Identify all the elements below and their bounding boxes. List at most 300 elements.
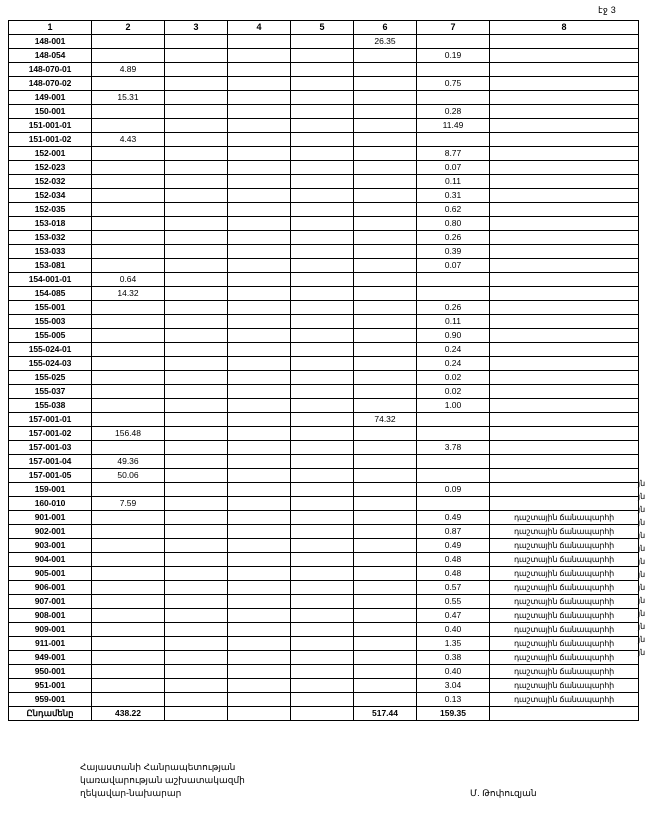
- table-row: [9, 189, 639, 203]
- row-value-2: [92, 441, 165, 455]
- row-note: դաշտային ճանապարհի: [490, 539, 639, 553]
- table-row: [9, 525, 639, 539]
- row-value-2: 4.89: [92, 63, 165, 77]
- row-value-4: [228, 273, 291, 287]
- row-value-6: [354, 539, 417, 553]
- row-note: դաշտային ճանապարհի: [490, 567, 639, 581]
- row-note: դաշտային ճանապարհի: [490, 553, 639, 567]
- row-value-3: [165, 469, 228, 483]
- overflow-fragment: [638, 100, 648, 113]
- row-value-4: [228, 245, 291, 259]
- row-note: [490, 483, 639, 497]
- row-note: [490, 203, 639, 217]
- row-value-5: [291, 679, 354, 693]
- row-value-7: [417, 133, 490, 147]
- row-value-3: [165, 105, 228, 119]
- row-value-4: [228, 483, 291, 497]
- overflow-fragment: յն: [638, 557, 646, 566]
- row-value-4: [228, 497, 291, 511]
- overflow-fragment: յն: [638, 492, 646, 501]
- row-code: 905-001: [9, 567, 92, 581]
- overflow-fragment: [638, 87, 648, 100]
- row-value-7: 1.00: [417, 399, 490, 413]
- row-value-5: [291, 399, 354, 413]
- row-code: 155-024-01: [9, 343, 92, 357]
- overflow-fragment: յն: [638, 583, 646, 592]
- row-value-2: [92, 301, 165, 315]
- row-value-7: 0.13: [417, 693, 490, 707]
- page-number: էջ 3: [598, 5, 616, 15]
- row-value-4: [228, 679, 291, 693]
- row-note: [490, 329, 639, 343]
- row-code: 160-010: [9, 497, 92, 511]
- overflow-fragment: [638, 464, 648, 477]
- table-row: [9, 399, 639, 413]
- row-value-3: [165, 609, 228, 623]
- row-value-5: [291, 539, 354, 553]
- row-value-5: [291, 525, 354, 539]
- row-value-2: [92, 315, 165, 329]
- row-note: [490, 245, 639, 259]
- row-value-5: [291, 91, 354, 105]
- row-value-5: [291, 455, 354, 469]
- overflow-fragment: [638, 204, 648, 217]
- row-value-2: 49.36: [92, 455, 165, 469]
- row-value-5: [291, 469, 354, 483]
- row-value-2: [92, 119, 165, 133]
- table-row: [9, 693, 639, 707]
- overflow-fragment: [638, 178, 648, 191]
- row-value-5: [291, 511, 354, 525]
- row-code: 153-018: [9, 217, 92, 231]
- totals-label: Ընդամենը: [9, 707, 92, 721]
- row-value-2: [92, 175, 165, 189]
- row-note: [490, 91, 639, 105]
- overflow-fragment: [638, 347, 648, 360]
- row-code: 159-001: [9, 483, 92, 497]
- row-note: [490, 385, 639, 399]
- row-value-7: 0.28: [417, 105, 490, 119]
- row-note: [490, 399, 639, 413]
- table-row: [9, 511, 639, 525]
- table-row: [9, 175, 639, 189]
- totals-value-6: 517.44: [354, 707, 417, 721]
- row-value-6: [354, 343, 417, 357]
- row-value-5: [291, 189, 354, 203]
- overflow-fragment: [638, 399, 648, 412]
- table-row: [9, 427, 639, 441]
- row-value-6: [354, 175, 417, 189]
- row-value-2: [92, 693, 165, 707]
- table-row: [9, 469, 639, 483]
- row-value-4: [228, 231, 291, 245]
- overflow-fragment: [638, 165, 648, 178]
- row-value-3: [165, 315, 228, 329]
- overflow-fragment: [638, 295, 648, 308]
- row-value-7: 0.75: [417, 77, 490, 91]
- row-note: [490, 161, 639, 175]
- row-value-5: [291, 693, 354, 707]
- row-code: 903-001: [9, 539, 92, 553]
- row-value-2: 14.32: [92, 287, 165, 301]
- row-note: դաշտային ճանապարհի: [490, 581, 639, 595]
- row-value-2: 50.06: [92, 469, 165, 483]
- row-code: 157-001-04: [9, 455, 92, 469]
- table-row: [9, 147, 639, 161]
- row-value-3: [165, 385, 228, 399]
- row-value-2: 0.64: [92, 273, 165, 287]
- row-value-6: [354, 665, 417, 679]
- row-value-6: [354, 693, 417, 707]
- row-value-7: 11.49: [417, 119, 490, 133]
- row-value-3: [165, 371, 228, 385]
- row-value-4: [228, 147, 291, 161]
- row-note: [490, 175, 639, 189]
- row-value-6: 26.35: [354, 35, 417, 49]
- overflow-fragment: յն: [638, 505, 646, 514]
- row-value-4: [228, 175, 291, 189]
- row-value-6: [354, 385, 417, 399]
- row-value-3: [165, 679, 228, 693]
- row-value-2: 4.43: [92, 133, 165, 147]
- row-value-4: [228, 161, 291, 175]
- column-header-1: 1: [9, 21, 92, 35]
- row-code: 901-001: [9, 511, 92, 525]
- row-code: 907-001: [9, 595, 92, 609]
- table-row: [9, 161, 639, 175]
- row-value-5: [291, 259, 354, 273]
- row-code: 154-085: [9, 287, 92, 301]
- overflow-fragment: [638, 386, 648, 399]
- column-header-2: 2: [92, 21, 165, 35]
- table-row: [9, 245, 639, 259]
- row-note: [490, 133, 639, 147]
- row-note: [490, 343, 639, 357]
- row-value-3: [165, 259, 228, 273]
- row-code: 152-035: [9, 203, 92, 217]
- row-note: [490, 35, 639, 49]
- row-value-6: [354, 651, 417, 665]
- row-value-6: [354, 217, 417, 231]
- row-value-5: [291, 581, 354, 595]
- row-value-3: [165, 441, 228, 455]
- overflow-fragment: [638, 48, 648, 61]
- row-value-4: [228, 301, 291, 315]
- table-row: [9, 595, 639, 609]
- row-value-6: [354, 581, 417, 595]
- row-note: [490, 63, 639, 77]
- row-value-5: [291, 287, 354, 301]
- row-note: [490, 357, 639, 371]
- table-row: [9, 91, 639, 105]
- row-value-3: [165, 581, 228, 595]
- row-value-4: [228, 525, 291, 539]
- row-code: 950-001: [9, 665, 92, 679]
- row-value-5: [291, 105, 354, 119]
- row-code: 906-001: [9, 581, 92, 595]
- row-value-3: [165, 133, 228, 147]
- overflow-fragment: յն: [638, 609, 646, 618]
- row-value-4: [228, 287, 291, 301]
- row-value-2: [92, 539, 165, 553]
- row-note: [490, 315, 639, 329]
- row-value-5: [291, 119, 354, 133]
- row-value-7: 0.87: [417, 525, 490, 539]
- table-row: [9, 581, 639, 595]
- row-value-3: [165, 161, 228, 175]
- row-value-4: [228, 189, 291, 203]
- row-note: դաշտային ճանապարհի: [490, 665, 639, 679]
- row-note: [490, 497, 639, 511]
- overflow-fragment: [638, 217, 648, 230]
- row-note: [490, 105, 639, 119]
- row-value-2: [92, 595, 165, 609]
- overflow-fragment: [638, 230, 648, 243]
- row-value-5: [291, 231, 354, 245]
- row-note: [490, 301, 639, 315]
- row-value-7: [417, 497, 490, 511]
- overflow-fragment: [638, 61, 648, 74]
- row-value-2: [92, 161, 165, 175]
- row-value-2: [92, 665, 165, 679]
- row-code: 154-001-01: [9, 273, 92, 287]
- row-value-6: [354, 273, 417, 287]
- row-value-3: [165, 539, 228, 553]
- row-value-4: [228, 203, 291, 217]
- row-value-7: 0.07: [417, 259, 490, 273]
- overflow-fragment: [638, 256, 648, 269]
- table-row: [9, 553, 639, 567]
- row-value-2: [92, 651, 165, 665]
- row-value-3: [165, 189, 228, 203]
- row-value-4: [228, 329, 291, 343]
- row-code: 153-033: [9, 245, 92, 259]
- totals-value-7: 159.35: [417, 707, 490, 721]
- overflow-fragment: [638, 412, 648, 425]
- row-code: 148-054: [9, 49, 92, 63]
- row-value-7: [417, 455, 490, 469]
- row-value-7: [417, 35, 490, 49]
- overflow-fragment: [638, 425, 648, 438]
- row-note: դաշտային ճանապարհի: [490, 609, 639, 623]
- row-value-7: 1.35: [417, 637, 490, 651]
- row-value-4: [228, 133, 291, 147]
- row-value-6: [354, 287, 417, 301]
- table-row: [9, 679, 639, 693]
- row-value-7: 0.49: [417, 539, 490, 553]
- row-value-7: 0.57: [417, 581, 490, 595]
- table-row: [9, 357, 639, 371]
- row-value-4: [228, 623, 291, 637]
- row-code: 152-032: [9, 175, 92, 189]
- row-value-3: [165, 91, 228, 105]
- table-overflow-column: [638, 20, 648, 659]
- table-row: [9, 119, 639, 133]
- row-value-7: 0.24: [417, 357, 490, 371]
- row-value-2: [92, 483, 165, 497]
- overflow-fragment: [638, 35, 648, 48]
- row-value-5: [291, 133, 354, 147]
- overflow-fragment: [638, 360, 648, 373]
- row-value-5: [291, 357, 354, 371]
- row-value-6: [354, 483, 417, 497]
- row-code: 911-001: [9, 637, 92, 651]
- row-code: 155-025: [9, 371, 92, 385]
- land-balance-table-wrapper: [8, 20, 646, 721]
- row-note: [490, 231, 639, 245]
- table-row: [9, 231, 639, 245]
- row-value-3: [165, 525, 228, 539]
- row-value-2: 15.31: [92, 91, 165, 105]
- row-code: 155-001: [9, 301, 92, 315]
- row-value-3: [165, 175, 228, 189]
- row-value-3: [165, 553, 228, 567]
- row-value-4: [228, 665, 291, 679]
- row-value-3: [165, 455, 228, 469]
- overflow-fragment: [638, 139, 648, 152]
- row-code: 155-003: [9, 315, 92, 329]
- row-value-4: [228, 49, 291, 63]
- row-value-7: 0.48: [417, 567, 490, 581]
- overflow-fragment: [638, 334, 648, 347]
- table-row: [9, 651, 639, 665]
- row-value-3: [165, 147, 228, 161]
- overflow-fragment: [638, 321, 648, 334]
- row-value-6: [354, 427, 417, 441]
- row-value-4: [228, 595, 291, 609]
- row-value-6: [354, 553, 417, 567]
- row-code: 151-001-01: [9, 119, 92, 133]
- row-note: [490, 287, 639, 301]
- row-value-3: [165, 245, 228, 259]
- row-value-2: 156.48: [92, 427, 165, 441]
- row-value-7: 0.40: [417, 665, 490, 679]
- row-value-5: [291, 147, 354, 161]
- row-value-6: [354, 133, 417, 147]
- table-row: [9, 203, 639, 217]
- row-note: [490, 413, 639, 427]
- row-value-3: [165, 483, 228, 497]
- row-value-3: [165, 49, 228, 63]
- row-value-6: [354, 455, 417, 469]
- row-value-5: [291, 637, 354, 651]
- row-value-7: 0.40: [417, 623, 490, 637]
- row-value-4: [228, 315, 291, 329]
- table-row: [9, 623, 639, 637]
- row-value-4: [228, 511, 291, 525]
- row-code: 959-001: [9, 693, 92, 707]
- row-value-7: [417, 427, 490, 441]
- overflow-fragment: [638, 308, 648, 321]
- row-value-3: [165, 287, 228, 301]
- overflow-fragment: [638, 438, 648, 451]
- row-code: 157-001-01: [9, 413, 92, 427]
- row-value-5: [291, 343, 354, 357]
- row-value-6: [354, 371, 417, 385]
- row-value-7: 0.19: [417, 49, 490, 63]
- row-value-5: [291, 329, 354, 343]
- row-value-6: [354, 49, 417, 63]
- row-value-7: [417, 469, 490, 483]
- row-value-3: [165, 623, 228, 637]
- row-value-3: [165, 665, 228, 679]
- row-note: [490, 427, 639, 441]
- row-value-2: [92, 553, 165, 567]
- row-value-7: [417, 413, 490, 427]
- row-value-4: [228, 63, 291, 77]
- row-value-6: [354, 623, 417, 637]
- overflow-fragment: [638, 269, 648, 282]
- row-code: 152-001: [9, 147, 92, 161]
- table-row: [9, 217, 639, 231]
- table-row: [9, 343, 639, 357]
- row-value-6: [354, 105, 417, 119]
- table-row: [9, 63, 639, 77]
- table-row: [9, 105, 639, 119]
- row-value-6: 74.32: [354, 413, 417, 427]
- column-header-5: 5: [291, 21, 354, 35]
- totals-value-3: [165, 707, 228, 721]
- row-value-7: [417, 273, 490, 287]
- row-code: 902-001: [9, 525, 92, 539]
- overflow-fragment: [638, 243, 648, 256]
- row-code: 151-001-02: [9, 133, 92, 147]
- row-value-4: [228, 609, 291, 623]
- row-note: [490, 77, 639, 91]
- row-value-5: [291, 245, 354, 259]
- row-code: 148-070-02: [9, 77, 92, 91]
- row-value-4: [228, 553, 291, 567]
- row-value-2: [92, 217, 165, 231]
- overflow-fragment: [638, 152, 648, 165]
- row-value-4: [228, 91, 291, 105]
- row-value-6: [354, 231, 417, 245]
- row-value-3: [165, 329, 228, 343]
- row-value-3: [165, 217, 228, 231]
- row-value-7: 0.39: [417, 245, 490, 259]
- row-value-5: [291, 413, 354, 427]
- row-value-2: [92, 259, 165, 273]
- row-value-7: 0.48: [417, 553, 490, 567]
- row-value-5: [291, 497, 354, 511]
- row-value-4: [228, 693, 291, 707]
- row-value-5: [291, 217, 354, 231]
- row-value-7: 0.11: [417, 175, 490, 189]
- row-value-2: [92, 679, 165, 693]
- row-value-2: [92, 189, 165, 203]
- row-value-4: [228, 371, 291, 385]
- row-value-7: 0.90: [417, 329, 490, 343]
- row-value-5: [291, 609, 354, 623]
- row-note: [490, 371, 639, 385]
- row-value-3: [165, 119, 228, 133]
- column-header-6: 6: [354, 21, 417, 35]
- row-code: 909-001: [9, 623, 92, 637]
- overflow-fragment: [638, 373, 648, 386]
- row-value-7: 0.80: [417, 217, 490, 231]
- table-row: [9, 133, 639, 147]
- column-header-3: 3: [165, 21, 228, 35]
- row-value-5: [291, 385, 354, 399]
- row-code: 152-023: [9, 161, 92, 175]
- column-header-7: 7: [417, 21, 490, 35]
- row-value-5: [291, 301, 354, 315]
- row-value-3: [165, 637, 228, 651]
- table-row: [9, 441, 639, 455]
- row-value-4: [228, 399, 291, 413]
- row-value-3: [165, 343, 228, 357]
- overflow-fragment: յն: [638, 596, 646, 605]
